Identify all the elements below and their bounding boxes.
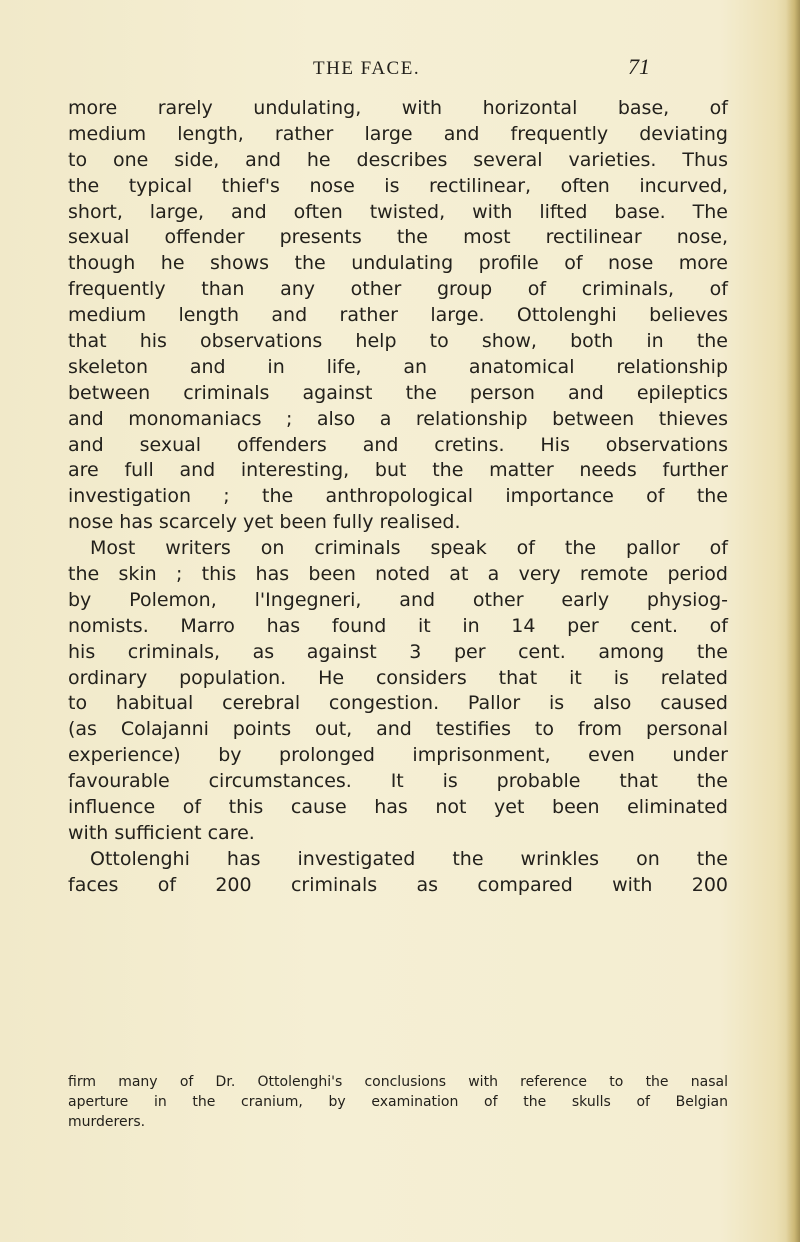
text-line: though he shows the undulating profile of nose more [68,252,728,275]
text-line: and sexual offenders and cretins. His observations [68,433,728,456]
page-header [0,54,800,84]
text-line: sexual offender presents the most rectilinear nose, [68,226,728,249]
paragraph-start-line: Most writers on criminals speak of the pallor of [90,537,728,560]
text-line: the typical thief's nose is rectilinear, often incurved, [68,174,728,197]
text-line: by Polemon, l'Ingegneri, and other early physiog- [68,588,728,611]
text-line: to one side, and he describes several varieties. Thus [68,148,728,171]
footnote-line: murderers. [68,1114,146,1130]
text-line: influence of this cause has not yet been eliminated [68,796,728,819]
text-line: more rarely undulating, with horizontal base, of [68,97,728,119]
footnote-line: firm many of Dr. Ottolenghi's conclusions with reference to the nasal [68,1074,728,1090]
text-line: faces of 200 criminals as compared with 200 [68,873,728,896]
body-text [68,96,728,899]
text-line: nomists. Marro has found it in 14 per cent. of [68,614,728,637]
text-line: that his observations help to show, both in the [68,330,728,353]
text-line: (as Colajanni points out, and testifies to from personal [68,718,728,741]
page-edge-shadow [786,0,800,1242]
text-line: investigation ; the anthropological importance of the [68,485,728,508]
text-line: experience) by prolonged imprisonment, even under [68,744,728,767]
text-line: skeleton and in life, an anatomical relationship [68,355,728,378]
text-line: between criminals against the person and epileptics [68,381,728,404]
text-line: frequently than any other group of criminals, of [68,278,728,301]
paragraph-start-line: Ottolenghi has investigated the wrinkles on the [90,847,728,870]
text-line: medium length and rather large. Ottolenghi believes [68,304,728,327]
running-head: THE FACE. [313,58,421,79]
text-line: to habitual cerebral congestion. Pallor is also caused [68,692,728,715]
text-line: medium length, rather large and frequently deviating [68,122,728,145]
text-line: and monomaniacs ; also a relationship between thieves [68,407,728,430]
paragraph-end-line: with sufficient care. [68,821,255,844]
footnote-line: aperture in the cranium, by examination of the skulls of Belgian [68,1094,728,1110]
text-line: ordinary population. He considers that it is related [68,666,728,689]
page-number: 71 [628,54,650,79]
text-line: favourable circumstances. It is probable that the [68,770,728,793]
footnote [68,1072,728,1132]
text-line: the skin ; this has been noted at a very remote period [68,563,728,586]
paragraph-end-line: nose has scarcely yet been fully realised. [68,511,461,534]
text-line: are full and interesting, but the matter needs further [68,459,728,482]
text-line: his criminals, as against 3 per cent. among the [68,640,728,663]
text-line: short, large, and often twisted, with lifted base. The [68,200,728,223]
